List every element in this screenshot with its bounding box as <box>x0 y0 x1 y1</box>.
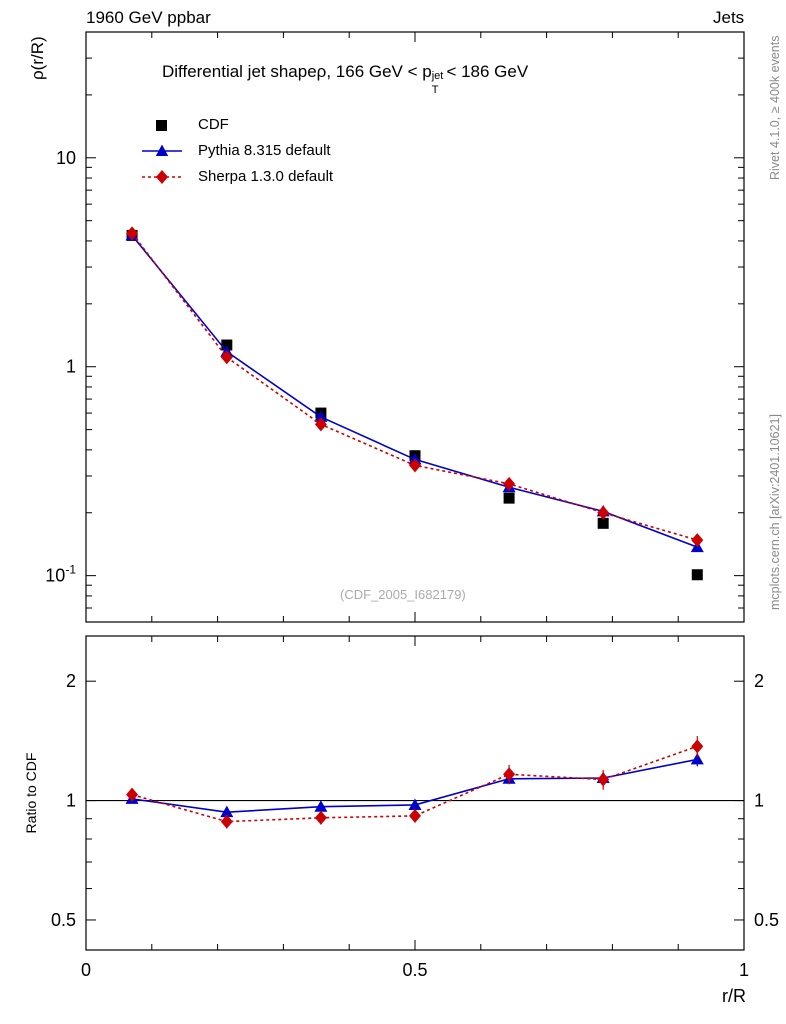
ratio-panel-frame <box>86 636 744 950</box>
series-line-2 <box>132 233 697 540</box>
y-axis-label: ρ(r/R) <box>28 36 47 80</box>
ratio-y-tick-label-right: 2 <box>754 671 765 692</box>
x-axis-label: r/R <box>722 986 746 1006</box>
data-point-square-marker <box>504 493 515 504</box>
header-left: 1960 GeV ppbar <box>86 8 211 27</box>
main-panel-frame <box>86 32 744 622</box>
series-line-1 <box>132 235 697 547</box>
chart-title-subscript: T <box>431 84 439 96</box>
dataset-watermark: (CDF_2005_I682179) <box>340 587 466 602</box>
x-tick-label: 1 <box>738 960 750 980</box>
y-tick-label: $10^{-1}$ <box>45 562 76 586</box>
chart-title-main: Differential jet shapeρ, 166 GeV < p <box>162 62 432 81</box>
data-point-diamond-marker <box>221 350 233 364</box>
y-tick-label: 10 <box>55 147 76 168</box>
data-point-square-marker <box>692 569 703 580</box>
ratio-y-tick-label-right: 0.5 <box>754 909 780 930</box>
header-right: Jets <box>713 8 745 27</box>
ratio-point-diamond-marker <box>597 773 609 787</box>
x-tick-label: 0.5 <box>402 960 428 980</box>
ratio-y-tick-label: 0.5 <box>50 909 76 930</box>
ratio-point-diamond-marker <box>409 809 421 823</box>
chart-title-tail: < 186 GeV <box>441 62 529 81</box>
chart-title-superscript: jet <box>431 70 444 82</box>
legend-label-sherpa: Sherpa 1.3.0 default <box>198 168 334 185</box>
legend-label-pythia: Pythia 8.315 default <box>198 142 331 159</box>
x-tick-label: 0 <box>80 960 92 980</box>
data-point-diamond-marker <box>597 506 609 520</box>
ratio-y-axis-label: Ratio to CDF <box>23 752 39 834</box>
ratio-point-diamond-marker <box>315 811 327 825</box>
y-tick-label: 1 <box>65 356 76 377</box>
ratio-y-tick-label: 1 <box>65 790 76 811</box>
rivet-version-label: Rivet 4.1.0, ≥ 400k events <box>768 35 782 180</box>
ratio-point-diamond-marker <box>691 739 703 753</box>
ratio-y-tick-label: 2 <box>65 671 76 692</box>
legend-label-cdf: CDF <box>198 116 229 133</box>
arxiv-label: mcplots.cern.ch [arXiv:2401.10621] <box>768 414 782 610</box>
ratio-y-tick-label-right: 1 <box>754 790 765 811</box>
